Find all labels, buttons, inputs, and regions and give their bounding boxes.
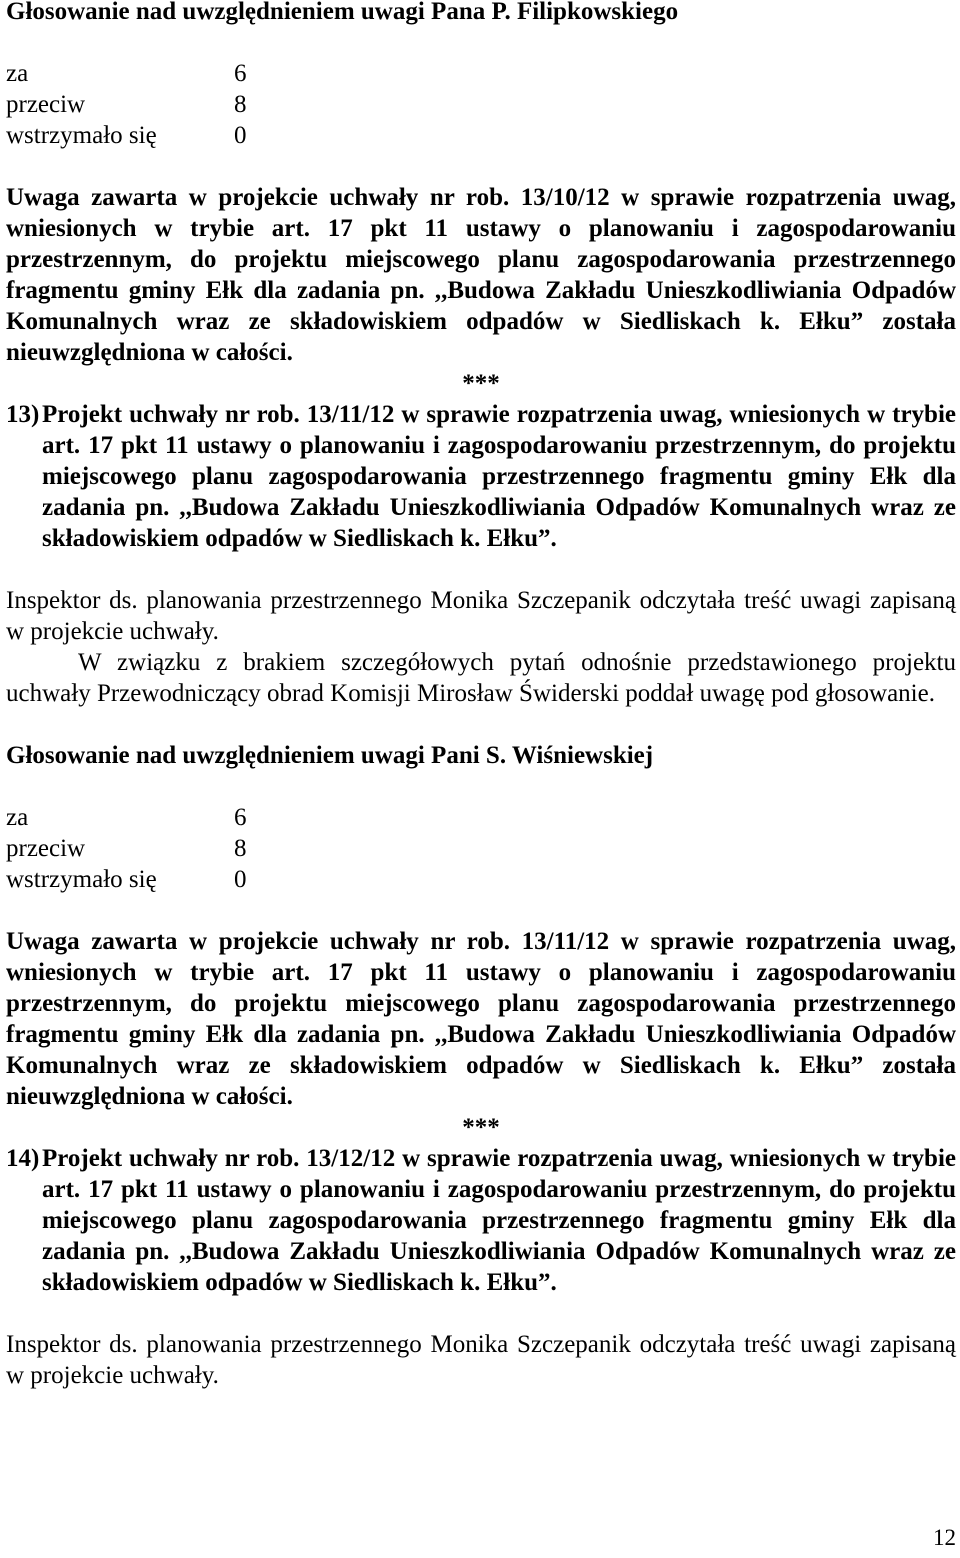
vote-label: wstrzymało się — [6, 866, 157, 893]
section1-result: Uwaga zawarta w projekcie uchwały nr rob. 13/10/12 w sprawie rozpatrzenia uwag, wniesionych w trybie art. 17 pkt 11 ustawy o planowaniu i zagospodarowaniu przestrzennym, do projektu miejscowego planu zagospodarowania przestrzennego fragmentu gminy Ełk dla zadania pn. ,,Budowa Zakładu Unieszkodliwiania Odpadów Komunalnych wraz ze składowiskiem odpadów w Siedliskach k. Ełku” została nieuwzględniona w całości. — [6, 184, 956, 366]
project13-title: Projekt uchwały nr rob. 13/11/12 w sprawie rozpatrzenia uwag, wniesionych w trybie art. 17 pkt 11 ustawy o planowaniu i zagospodarowaniu przestrzennym, do projektu miejscowego planu zagospodarowania przestrzennego fragmentu gminy Ełk dla zadania pn. ,,Budowa Zakładu Unieszkodliwiania Odpadów Komunalnych wraz ze składowiskiem odpadów w Siedliskach k. Ełku”. — [42, 401, 956, 552]
vote-value: 8 — [234, 91, 247, 118]
spacer — [6, 895, 956, 926]
project14-title: Projekt uchwały nr rob. 13/12/12 w sprawie rozpatrzenia uwag, wniesionych w trybie art. 17 pkt 11 ustawy o planowaniu i zagospodarowaniu przestrzennym, do projektu miejscowego planu zagospodarowania przestrzennego fragmentu gminy Ełk dla zadania pn. ,,Budowa Zakładu Unieszkodliwiania Odpadów Komunalnych wraz ze składowiskiem odpadów w Siedliskach k. Ełku”. — [42, 1145, 956, 1296]
vote-label: wstrzymało się — [6, 122, 157, 149]
vote-value: 6 — [234, 804, 247, 831]
project13-item — [6, 399, 956, 554]
vote-value: 0 — [234, 866, 247, 893]
project13-number: 13) — [6, 401, 40, 428]
vote-row-za — [6, 58, 247, 89]
section1-vote-table — [6, 58, 247, 151]
project14-para1: Inspektor ds. planowania przestrzennego Monika Szczepanik odczytała treść uwagi zapisaną w projekcie uchwały. — [6, 1331, 956, 1389]
section2-separator: *** — [462, 1114, 500, 1141]
section1-heading: Głosowanie nad uwzględnieniem uwagi Pana P. Filipkowskiego — [6, 0, 679, 25]
vote-value: 0 — [234, 122, 247, 149]
vote-label: za — [6, 60, 29, 87]
spacer — [6, 709, 956, 740]
project13-para1: Inspektor ds. planowania przestrzennego Monika Szczepanik odczytała treść uwagi zapisaną w projekcie uchwały. — [6, 587, 956, 645]
vote-label: przeciw — [6, 835, 86, 862]
document-page — [6, 0, 956, 1391]
section2-heading: Głosowanie nad uwzględnieniem uwagi Pani S. Wiśniewskiej — [6, 742, 654, 769]
vote-row-za — [6, 802, 247, 833]
vote-row-wstrzymalo — [6, 120, 247, 151]
vote-row-przeciw — [6, 89, 247, 120]
page-number: 12 — [933, 1525, 956, 1550]
project14-item — [6, 1143, 956, 1298]
section2-vote-table — [6, 802, 247, 895]
spacer — [6, 27, 956, 58]
spacer — [6, 554, 956, 585]
vote-label: przeciw — [6, 91, 86, 118]
vote-label: za — [6, 804, 29, 831]
project13-para2: W związku z brakiem szczegółowych pytań odnośnie przedstawionego projektu uchwały Przewodniczący obrad Komisji Mirosław Świderski poddał uwagę pod głosowanie. — [6, 649, 956, 707]
spacer — [6, 771, 956, 802]
section2-result: Uwaga zawarta w projekcie uchwały nr rob. 13/11/12 w sprawie rozpatrzenia uwag, wniesionych w trybie art. 17 pkt 11 ustawy o planowaniu i zagospodarowaniu przestrzennym, do projektu miejscowego planu zagospodarowania przestrzennego fragmentu gminy Ełk dla zadania pn. ,,Budowa Zakładu Unieszkodliwiania Odpadów Komunalnych wraz ze składowiskiem odpadów w Siedliskach k. Ełku” została nieuwzględniona w całości. — [6, 928, 956, 1110]
section1-separator: *** — [462, 370, 500, 397]
vote-row-wstrzymalo — [6, 864, 247, 895]
spacer — [6, 151, 956, 182]
vote-row-przeciw — [6, 833, 247, 864]
vote-value: 6 — [234, 60, 247, 87]
project14-number: 14) — [6, 1145, 40, 1172]
vote-value: 8 — [234, 835, 247, 862]
spacer — [6, 1298, 956, 1329]
